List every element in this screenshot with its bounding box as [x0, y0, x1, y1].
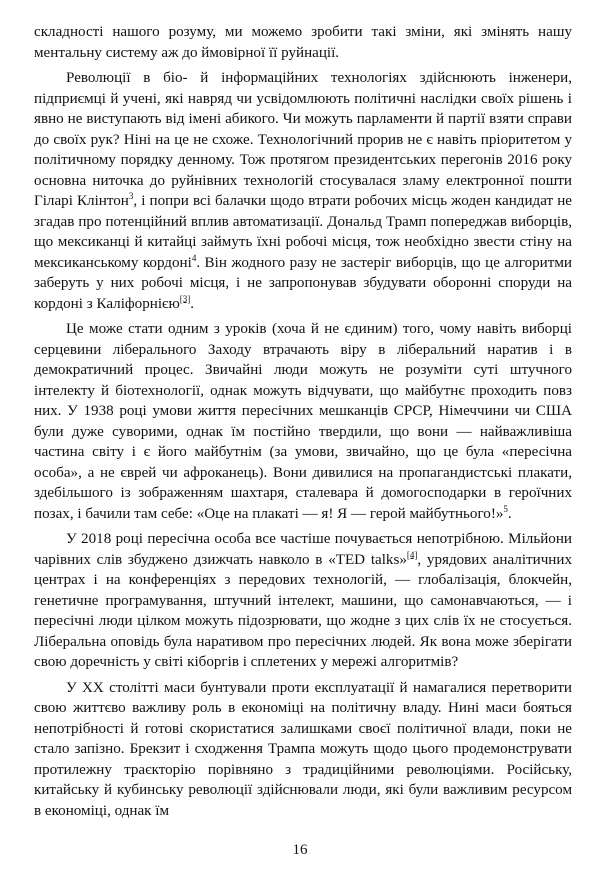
footnote-marker: 3: [128, 190, 134, 201]
text-run: У XX столітті маси бунтували проти експлуатації й намагалися перетворити свою життєво важливу роль в економіці на політичну владу. Нині маси бояться непотрібності й готові скористатися залишками своєї політичної влади, поки не стало запізно. Брекзит і сходження Трампа можуть щодо цього продемонструвати протилежну траєкторію порівняно з традиційними революціями. Російську, китайську й кубинську революції здійснювали люди, які були важливим ресурсом в економіці, однак їм: [34, 679, 572, 819]
text-run: .: [507, 505, 512, 522]
text-run: , урядових аналітичних центрах і на конференціях з передових технологій, — глобалізація, блокчейн, генетичне програмування, штучний інтелект, машини, що самонавчаються, — і пересічні люди цілком можуть підозрювати, що жодне з цих слів їх не стосується. Ліберальна оповідь була наративом про пересічних людей. Як вона може зберігати свою доречність у світі кіборгів і сплетених у мережі алгоритмів?: [34, 551, 572, 670]
text-run: . Він жодного разу не застеріг виборців, що це алгоритми заберуть у них робочі місця, і не запропонував збудувати оборонні споруди на кордоні з Каліфорнією: [34, 254, 572, 312]
paragraph-1: [34, 22, 572, 63]
text-run: складності нашого розуму, ми можемо зробити такі зміни, які змінять нашу ментальну систему аж до ймовірної її руйнації.: [34, 24, 572, 61]
footnote-marker: 5: [503, 503, 508, 514]
text-run: , і попри всі балачки щодо втрати робочих місць жоден кандидат не згадав про потенційний вплив автоматизації. Дональд Трамп попереджав виборців, що мексиканці й китайці займуть їхні робочі місця, тож необхідно звести стіну на мексиканському кордоні: [34, 193, 572, 271]
text-run: Революції в біо- й інформаційних технологіях здійснюють інженери, підприємці й учені, які навряд чи усвідомлюють політичні наслідки своїх рішень і явно не виступають від імені абикого. Чи можуть парламенти й партії взяти справи до своїх рук? Ніні на це не схоже. Технологічний прорив не є навіть пріоритетом у політичному порядку денному. Тож протягом президентських перегонів 2016 року основна ниточка до руйнівних технологій стосувалася зламу електронної пошти Гіларі Клінтон: [34, 70, 572, 209]
text-run: У 2018 році пересічна особа все частіше почувається непотрібною. Мільйони чарівних слів збуджено дзижчать навколо в «TED talks»: [34, 531, 572, 568]
paragraph-4: [34, 529, 572, 673]
page-number: 16: [292, 842, 308, 858]
text-run: .: [190, 295, 195, 312]
paragraph-2: [34, 68, 572, 314]
text-run: Це може стати одним з уроків (хоча й не єдиним) того, чому навіть виборці серцевини ліберального Заходу втрачають віру в ліберальний наратив і в демократичний процес. Звичайні люди можуть не розуміти суті штучного інтелекту й біотехнології, однак можуть відчувати, що майбутнє проходить повз них. У 1938 році умови життя пересічних мешканців СРСР, Німеччини чи США були дуже суворими, однак їм постійно твердили, що вони — найважливіша частина світу і є його майбутнім (за умови, звичайно, що це була «пересічна особа», а не єврей чи афроканець). Вони дивилися на пропагандистські плакати, здебільшого із зображенням шахтаря, сталевара й домогосподарки в героїчних позах, і бачили там себе: «Оце на плакаті — я! Я — герой майбутнього!»: [34, 321, 572, 522]
footnote-marker: [4]: [406, 549, 418, 560]
footnote-marker: [3]: [179, 293, 191, 304]
footnote-marker: 4: [191, 252, 197, 263]
paragraph-5: [34, 678, 572, 822]
paragraph-3: [34, 319, 572, 524]
body-text: [34, 22, 572, 821]
